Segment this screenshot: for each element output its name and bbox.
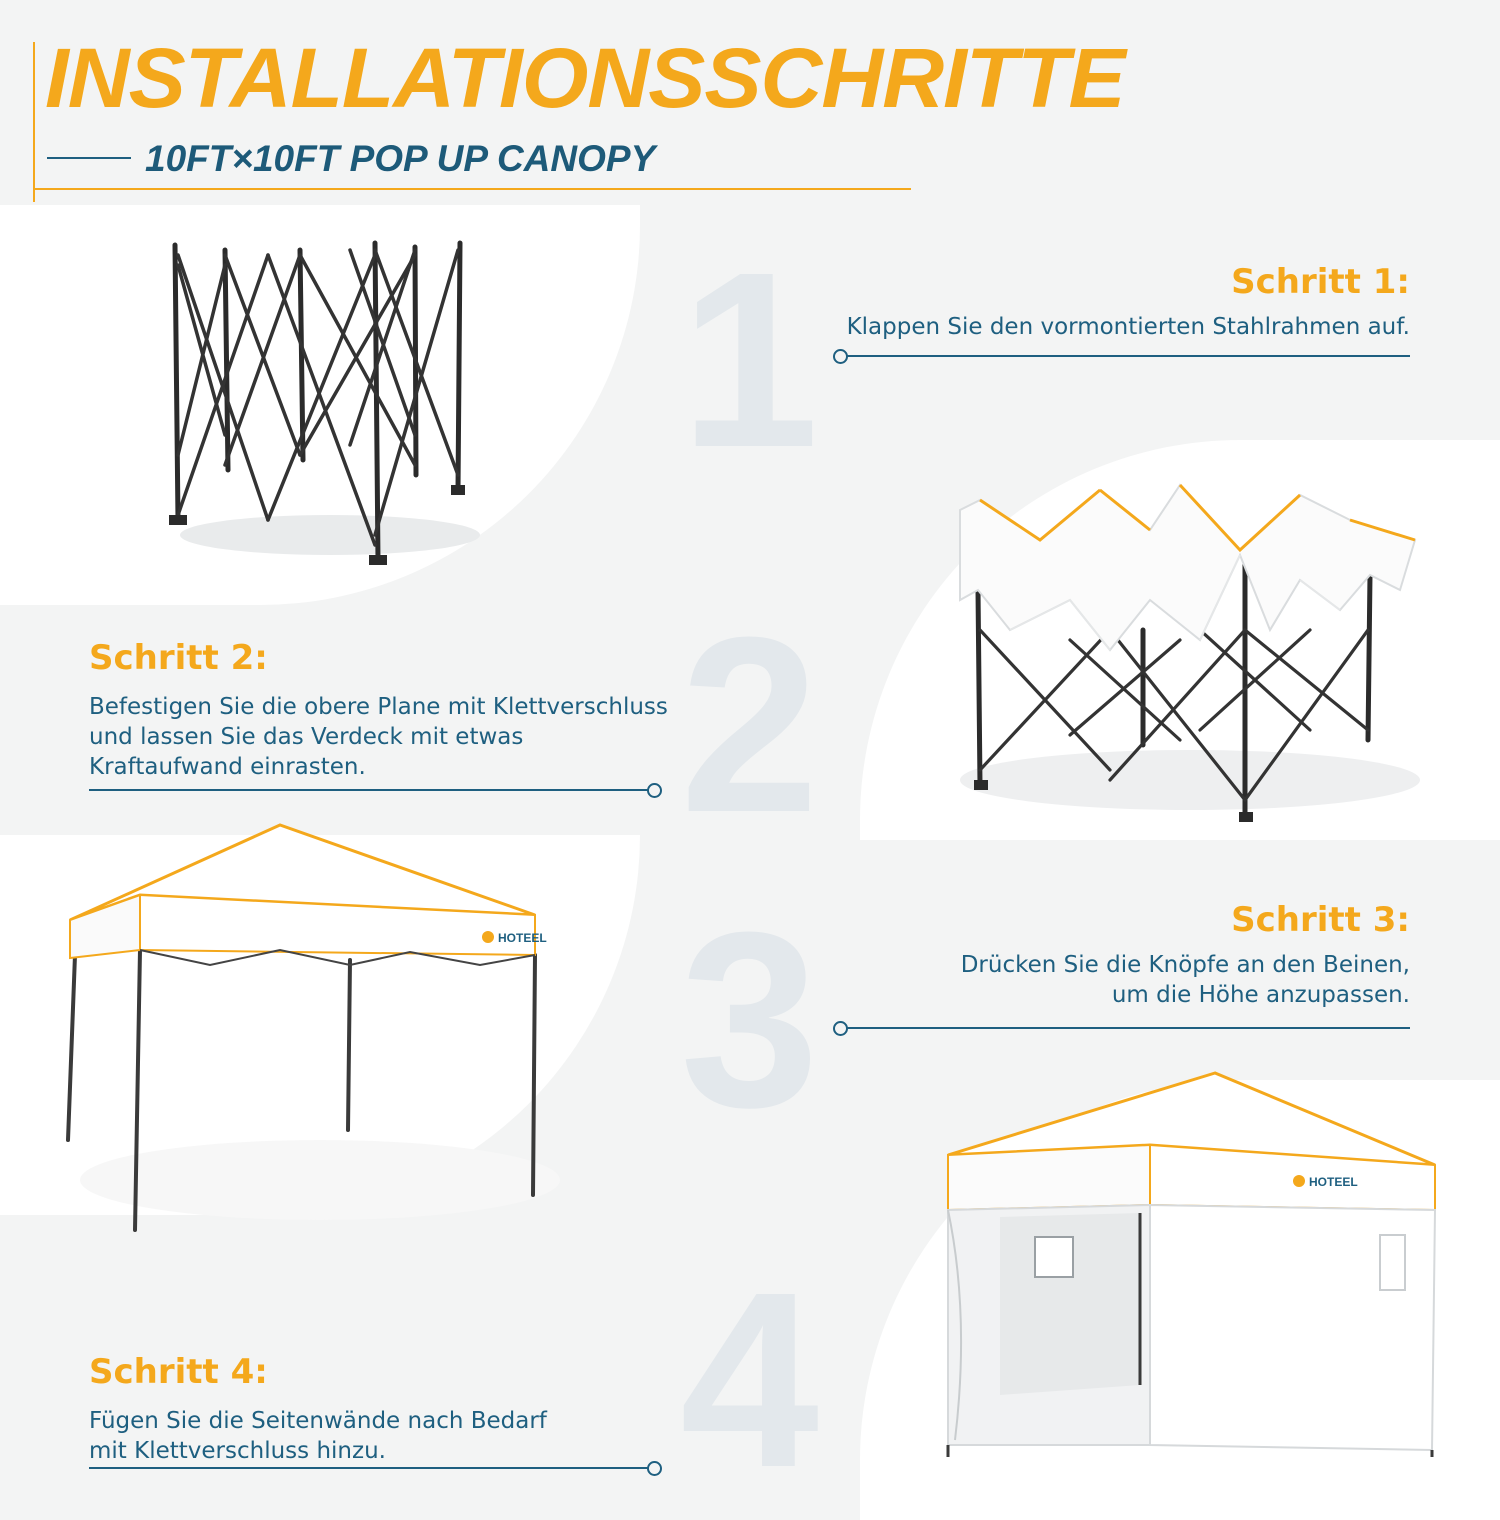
canopy-sidewalls-illustration	[940, 1065, 1440, 1460]
step-4-rule	[89, 1467, 655, 1469]
step-3-block	[770, 900, 1410, 1010]
step-2-text: Befestigen Sie die obere Plane mit Klettverschluss und lassen Sie das Verdeck mit etwas Kraftaufwand einrasten.	[89, 694, 668, 780]
step-number-4: 4	[680, 1240, 820, 1519]
step-4-title: Schritt 4:	[89, 1352, 268, 1392]
step-3-title: Schritt 3:	[1231, 900, 1410, 940]
step-2-block	[89, 638, 729, 782]
steel-frame-illustration	[160, 235, 480, 575]
step-2-title: Schritt 2:	[89, 638, 268, 678]
step-1-block	[710, 262, 1410, 342]
step-number-1: 1	[680, 220, 820, 499]
page-title: INSTALLATIONSSCHRITTE	[45, 31, 1125, 125]
step-3-text: Drücken Sie die Knöpfe an den Beinen, um die Höhe anzupassen.	[960, 952, 1410, 1008]
step-4-text: Fügen Sie die Seitenwände nach Bedarf mit Klettverschluss hinzu.	[89, 1408, 547, 1464]
step-2-rule	[89, 789, 655, 791]
page-subtitle: 10FT×10FT POP UP CANOPY	[145, 138, 656, 179]
step-number-3: 3	[680, 880, 820, 1159]
step-1-dot	[833, 349, 848, 364]
brand-logo: HOTEEL	[1309, 1175, 1358, 1189]
brand-logo: HOTEEL	[498, 931, 547, 945]
step-4-block	[89, 1352, 729, 1466]
step-2-dot	[647, 783, 662, 798]
canopy-cover-illustration	[950, 480, 1430, 830]
step-1-title: Schritt 1:	[1231, 262, 1410, 302]
step-1-text: Klappen Sie den vormontierten Stahlrahmen auf.	[846, 314, 1410, 340]
subtitle-dash	[47, 157, 131, 159]
step-number-2: 2	[680, 585, 820, 864]
header-underline	[33, 188, 911, 190]
open-canopy-illustration	[60, 820, 560, 1240]
step-3-rule	[840, 1027, 1410, 1029]
header-vertical-line	[33, 42, 35, 202]
step-4-dot	[647, 1461, 662, 1476]
step-3-dot	[833, 1021, 848, 1036]
step-1-rule	[840, 355, 1410, 357]
